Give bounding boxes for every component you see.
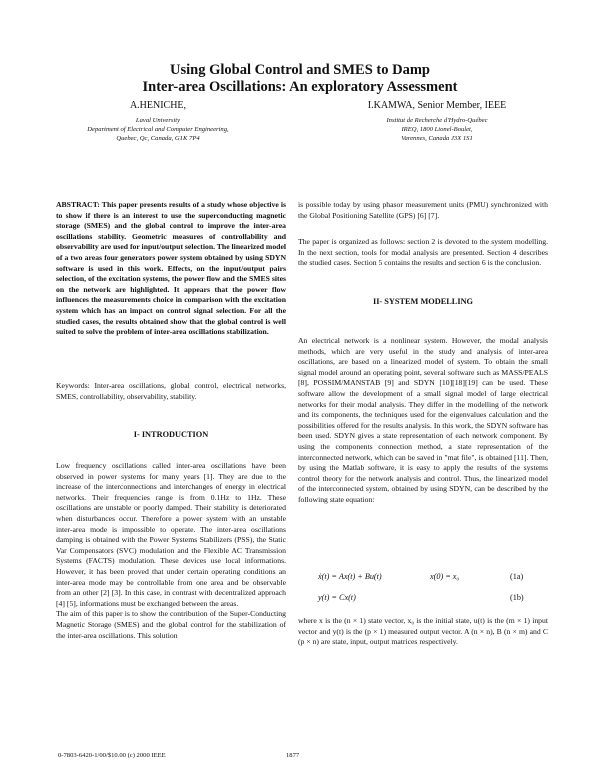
author-affiliation: IREQ, 1800 Lionel-Boulet,: [401, 125, 473, 133]
right-paragraph-3: [298, 336, 548, 506]
paper-title-line1: Using Global Control and SMES to Damp: [170, 62, 430, 78]
author-affiliation: Laval University: [135, 116, 181, 124]
paragraph: Low frequency oscillations called inter-area oscillations have been observed in power systems for many years [1]. They are due to the increase of the interconnections and interchanges of energy in electrical networks. Their frequencies range is from 0.1Hz to 1Hz. These oscillations are unstable or poorly damped. Their stability is deteriorated when disturbances occur. Therefore a power system with an unstable inter-area mode is impossible to operate. The inter-area oscillations damping is obtained with the Power Systems Stabilizers (PSS), the Static Var Compensators (SVC) modulation and the Flexible AC Transmission Systems (FACTS) modulation. These devices use local informations. However, it has been proved that under certain operating conditions an inter-area mode may be controllable from one area and be observable from an other [2] [3]. In this case, in contrast with decentralized approach [4] [5], informations must be exchanged between the areas.: [56, 461, 286, 608]
author-block-1: [48, 101, 268, 143]
paragraph: is possible today by using phasor measurement units (PMU) synchronized with the Global Positioning Satellite (GPS) [6] [7].: [298, 200, 548, 220]
equation-initial-condition: x(0) = x₀: [430, 572, 460, 581]
author-affiliation: Quebec, Qc, Canada, G1K 7P4: [116, 134, 200, 142]
right-paragraph-1: [298, 200, 548, 221]
paragraph: The aim of this paper is to show the contribution of the Super-Conducting Magnetic Storage (SMES) and the global control for the stabilization of the inter-area oscillations. This solution: [56, 609, 286, 640]
author-affiliation: Institut de Recherche d'Hydro-Québec: [386, 116, 488, 124]
author-affiliation: Varennes, Canada J3X 1S1: [401, 134, 473, 142]
author-name: A.HENICHE,: [129, 100, 187, 111]
author-name: I.KAMWA, Senior Member, IEEE: [367, 100, 507, 111]
paragraph: An electrical network is a nonlinear system. However, the modal analysis methods, which are very useful in the study and analysis of inter-area oscillations, are based on a linearized model of system. To obtain the small signal model around an operating point, several software such as MASS/PEALS [8], POSSIM/MANSTAB [9] and SDYN [10][18][19] can be used. These software allow the development of a small signal model of large electrical networks for their modal analysis. They differ in the modelling of the network and its components, the techniques used for the eigenvalues calculation and the possibilities offered for the results analysis. In this work, the SDYN software has been used. SDYN gives a state representation of each network component. By using the components connection method, a state representation of the interconnected network, which can be saved in "mat file", is obtained [11]. Then, by using the Matlab software, it is easy to apply the results of the systems control theory for the network analysis and control. Thus, the linearized model of the interconnected system, obtained by using SDYN, can be described by the following state equation:: [298, 336, 548, 504]
equation-lhs: ẋ(t) = Ax(t) + Bu(t): [318, 572, 382, 581]
right-paragraph-4: [298, 616, 548, 648]
author-block-2: [322, 101, 552, 143]
section-heading-system-modelling: II- SYSTEM MODELLING: [372, 297, 474, 306]
author-affiliation: Department of Electrical and Computer Engineering,: [87, 125, 229, 133]
paragraph: where x is the (n × 1) state vector, x₀ is the initial state, u(t) is the (m × 1) input vector and y(t) is the (p × 1) measured output vector. A (n × n), B (n × m) and C (p × n) are state, input, output matrices respectively.: [298, 616, 548, 647]
keywords-text: Keywords: Inter-area oscillations, global control, electrical networks, SMES, controllability, observability, stability.: [56, 381, 286, 401]
introduction-body: [56, 461, 286, 641]
abstract: [56, 200, 286, 338]
equation-number: (1b): [510, 593, 524, 602]
paper-title-line2: Inter-area Oscillations: An exploratory Assessment: [142, 79, 458, 95]
equation-lhs: y(t) = Cx(t): [318, 593, 356, 602]
right-paragraph-2: [298, 237, 548, 269]
paragraph: The paper is organized as follows: section 2 is devoted to the system modelling. In the next section, tools for modal analysis are presented. Section 4 describes the studied cases. Section 5 contains the results and section 6 is the conclusion.: [298, 237, 548, 268]
equation-number: (1a): [510, 572, 524, 581]
footer-page-number: 1877: [286, 752, 300, 759]
footer-copyright: 0-7803-6420-1/00/$10.00 (c) 2000 IEEE: [58, 752, 166, 759]
section-heading-introduction: I- INTRODUCTION: [133, 430, 209, 439]
keywords: [56, 381, 286, 402]
abstract-text: ABSTRACT: This paper presents results of a study whose objective is to show if there is an interest to use the superconducting magnetic storage (SMES) and the global control to improve the inter-area oscillations stability. Geometric measures of controllability and observability are used for input/output selection. The linearized model of a two areas four generators power system obtained by using SDYN software is used in this work. Effects, on the input/output pairs selection, of the excitation systems, the power flow and the SMES sites on the network are highlighted. It appears that the power flow influences the measurements choice in comparison with the excitation system which has an impact on control signal selection. For all the studied cases, the results obtained show that the global control is well suited to solve the problem of inter-area oscillations stabilization.: [56, 200, 286, 337]
